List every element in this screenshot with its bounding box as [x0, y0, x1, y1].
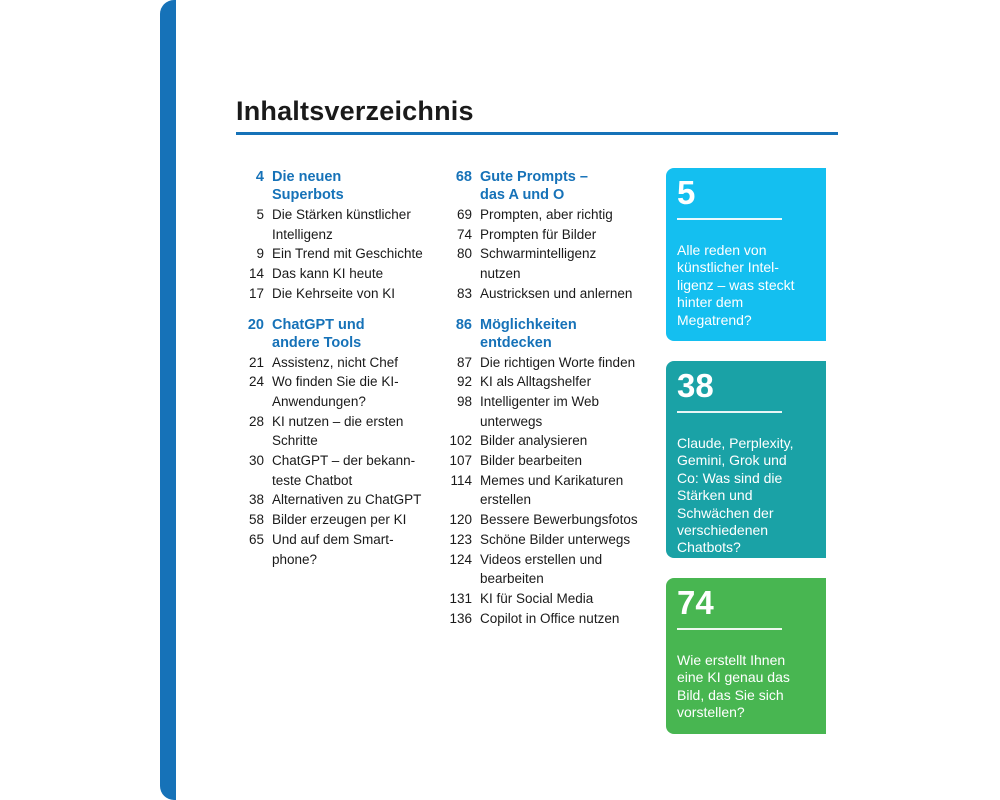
entry-page-number: 5 — [256, 207, 264, 222]
entry-title: Videos erstellen und bearbeiten — [480, 551, 603, 587]
section-title: ChatGPT und andere Tools — [272, 316, 365, 351]
entry-title: Intelligenter im Web unterwegs — [480, 393, 600, 429]
entry-title: Prompten, aber richtig — [480, 207, 613, 222]
entry-page-number: 98 — [456, 393, 472, 409]
page-title: Inhaltsverzeichnis — [236, 96, 474, 126]
toc-entry[interactable] — [440, 530, 640, 550]
entry-title: Bilder analysieren — [480, 433, 588, 449]
entry-page-number: 58 — [248, 512, 264, 528]
highlight-page-number: 74 — [677, 584, 714, 621]
entry-page-number: 131 — [449, 590, 472, 606]
entry-page-number: 65 — [248, 531, 264, 547]
toc-entry[interactable] — [238, 490, 438, 510]
entry-page-number: 21 — [248, 354, 264, 370]
section-title: Gute Prompts – das A und O — [480, 169, 588, 203]
highlight-text: Claude, Perplexity, Gemini, Grok und Co: Was sind die Stärken und Schwächen der verschiedenen Chatbots? — [677, 435, 794, 556]
toc-column-left — [238, 168, 438, 581]
entry-title: KI für Social Media — [480, 590, 594, 606]
highlight-text: Wie erstellt Ihnen eine KI genau das Bild, das Sie sich vorstellen? — [677, 652, 790, 721]
entry-page-number: 114 — [450, 472, 472, 488]
toc-entry[interactable] — [238, 353, 438, 373]
section-page-number: 4 — [255, 169, 264, 185]
entry-title: Die Stärken künstlicher Intelligenz — [272, 207, 411, 242]
entry-title: Prompten für Bilder — [480, 226, 597, 242]
entry-page-number: 120 — [449, 512, 472, 528]
entry-page-number: 28 — [248, 413, 264, 429]
entry-title: Schwarmintelligenz nutzen — [480, 246, 597, 282]
section-heading[interactable] — [440, 168, 640, 204]
toc-entry[interactable] — [238, 451, 438, 490]
page-spine-bar — [160, 0, 176, 800]
entry-page-number: 123 — [449, 531, 472, 547]
entry-page-number: 74 — [456, 226, 472, 242]
section-page-number: 68 — [455, 169, 472, 185]
entry-title: Memes und Karikaturen erstellen — [480, 472, 624, 508]
toc-entry[interactable] — [440, 205, 640, 225]
entry-title: Und auf dem Smartphone? — [272, 531, 394, 567]
entry-page-number: 80 — [456, 246, 472, 262]
highlight-divider — [677, 411, 782, 413]
entry-title: Wo finden Sie die KI-Anwendungen? — [272, 374, 399, 409]
entry-title: Bilder bearbeiten — [480, 453, 583, 469]
highlight-page-number: 5 — [677, 174, 696, 211]
entry-page-number: 9 — [256, 246, 264, 262]
toc-entry[interactable] — [440, 353, 640, 373]
toc-entry[interactable] — [440, 550, 640, 589]
toc-entry[interactable] — [440, 244, 640, 283]
highlight-box-teal[interactable] — [666, 361, 826, 558]
toc-entry[interactable] — [440, 284, 640, 304]
toc-entry[interactable] — [238, 372, 438, 411]
entry-page-number: 87 — [456, 354, 472, 370]
entry-page-number: 14 — [248, 266, 264, 282]
entry-title: Ein Trend mit Geschichte — [272, 246, 423, 262]
entry-title: Die richtigen Worte finden — [480, 354, 636, 370]
toc-entry[interactable] — [440, 225, 640, 245]
toc-section — [440, 316, 640, 629]
entry-page-number: 17 — [248, 285, 264, 301]
entry-page-number: 83 — [456, 285, 472, 301]
entry-title: Bessere Bewerbungsfotos — [480, 512, 638, 528]
toc-entry[interactable] — [238, 205, 438, 244]
entry-title: Das kann KI heute — [272, 266, 384, 282]
highlight-text: Alle reden von künstlicher Intelligenz – was steckt hinter dem Megatrend? — [677, 242, 795, 328]
toc-entry[interactable] — [440, 510, 640, 530]
toc-entry[interactable] — [440, 609, 640, 629]
highlight-divider — [677, 628, 782, 630]
entry-title: KI als Alltagshelfer — [480, 374, 592, 390]
highlight-box-green[interactable] — [666, 578, 826, 734]
entry-title: Alternativen zu ChatGPT — [272, 492, 422, 508]
toc-column-middle — [440, 168, 640, 640]
entry-title: Schöne Bilder unterwegs — [480, 531, 631, 547]
entry-title: KI nutzen – die ersten Schritte — [272, 413, 404, 449]
toc-section — [440, 168, 640, 304]
entry-title: ChatGPT – der bekannteste Chatbot — [272, 453, 416, 488]
section-title: Möglichkeiten entdecken — [480, 316, 577, 351]
section-page-number: 86 — [455, 316, 472, 333]
entry-page-number: 102 — [449, 433, 472, 449]
toc-entry[interactable] — [238, 264, 438, 284]
section-heading[interactable] — [238, 316, 438, 352]
entry-page-number: 107 — [449, 453, 472, 469]
toc-entry[interactable] — [440, 589, 640, 609]
entry-title: Assistenz, nicht Chef — [272, 354, 399, 370]
toc-entry[interactable] — [238, 510, 438, 530]
toc-entry[interactable] — [440, 451, 640, 471]
entry-page-number: 24 — [248, 374, 264, 390]
entry-page-number: 38 — [248, 492, 264, 508]
toc-entry[interactable] — [440, 471, 640, 510]
entry-title: Die Kehrseite von KI — [272, 285, 396, 301]
highlight-page-number: 38 — [677, 367, 714, 404]
highlight-box-blue[interactable] — [666, 168, 826, 341]
toc-section — [238, 168, 438, 304]
entry-page-number: 92 — [456, 374, 472, 390]
toc-entry[interactable] — [238, 284, 438, 304]
toc-entry[interactable] — [440, 431, 640, 451]
toc-entry[interactable] — [440, 372, 640, 392]
section-heading[interactable] — [238, 168, 438, 204]
entry-title: Bilder erzeugen per KI — [272, 512, 407, 528]
entry-page-number: 124 — [449, 551, 472, 567]
title-rule — [236, 132, 838, 135]
entry-title: Copilot in Office nutzen — [480, 610, 620, 626]
entry-title: Austricksen und anlernen — [480, 285, 633, 301]
entry-page-number: 30 — [248, 453, 264, 469]
toc-entry[interactable] — [238, 412, 438, 451]
entry-page-number: 69 — [456, 207, 472, 222]
toc-entry[interactable] — [440, 392, 640, 431]
section-heading[interactable] — [440, 316, 640, 352]
section-title: Die neuen Superbots — [272, 169, 344, 203]
toc-entry[interactable] — [238, 530, 438, 569]
section-page-number: 20 — [247, 316, 264, 333]
highlight-divider — [677, 218, 782, 220]
toc-section — [238, 316, 438, 570]
toc-entry[interactable] — [238, 244, 438, 264]
entry-page-number: 136 — [449, 610, 472, 626]
